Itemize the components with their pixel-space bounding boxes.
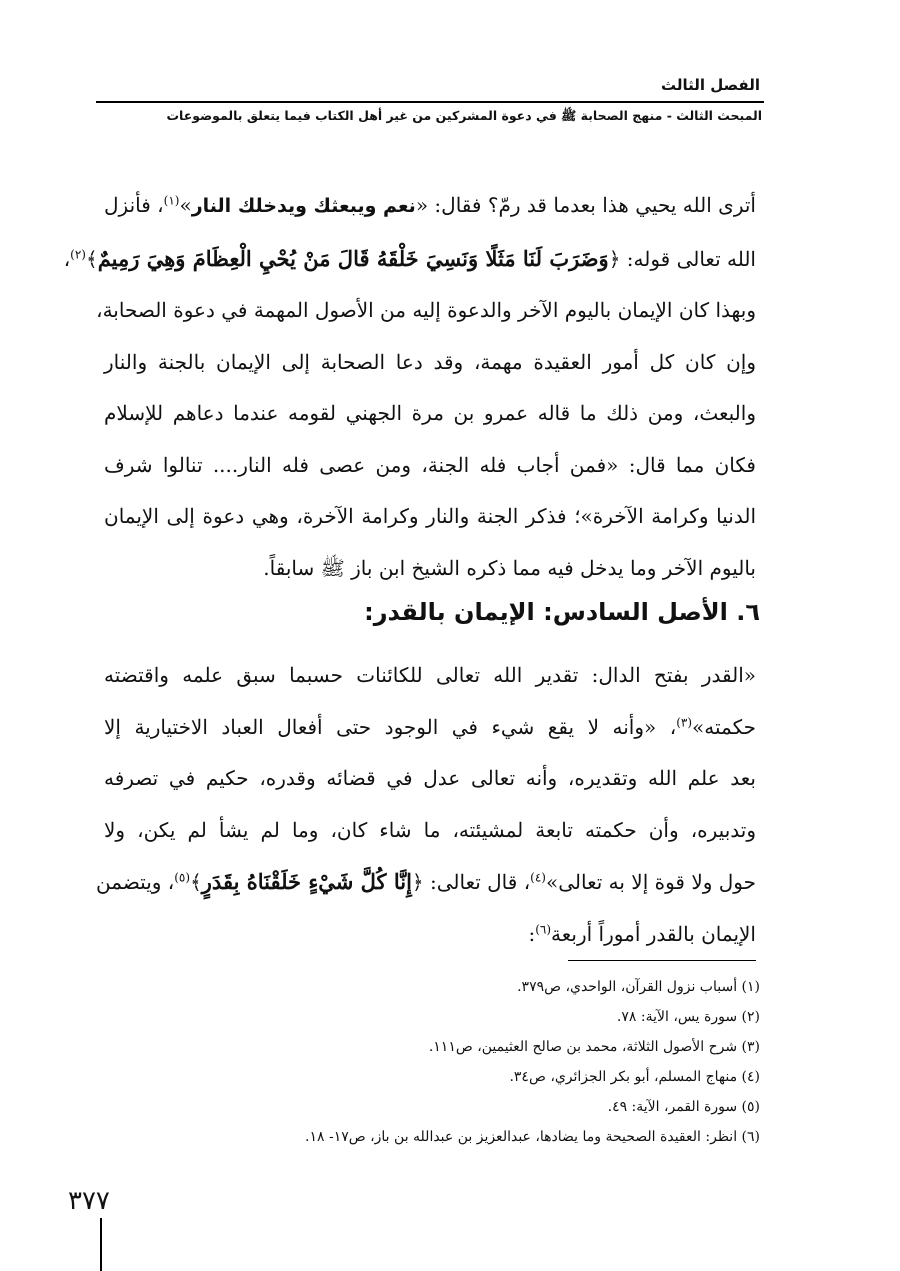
footnote-ref: (٦): [535, 921, 552, 936]
paragraph-line: وتدبيره، وأن حكمته تابعة لمشيئته، ما شاء كان، وما لم يشأ لم يكن، ولا: [104, 817, 756, 842]
paragraph-line: أترى الله يحيي هذا بعدما قد رمّ؟ فقال: «نعم ويبعثك ويدخلك النار»$^{(١)}$، فأنزل: [104, 193, 756, 217]
footnote-ref: (٣): [676, 714, 693, 729]
header-rule: [96, 101, 764, 103]
footnote-ref: (١): [163, 193, 180, 208]
footnote: (٣) شرح الأصول الثلاثة، محمد بن صالح العثيمين، ص١١١.: [428, 1039, 760, 1055]
page-number-bar: [100, 1218, 102, 1271]
footnote: (٥) سورة القمر، الآية: ٤٩.: [607, 1099, 760, 1115]
footnote: (٤) منهاج المسلم، أبو بكر الجزائري، ص٣٤.: [509, 1069, 760, 1085]
hadith-quote: نعم ويبعثك ويدخلك النار: [191, 195, 416, 217]
footnote: (٦) انظر: العقيدة الصحيحة وما يضادها، عبدالعزيز بن عبدالله بن باز، ص١٧- ١٨.: [305, 1129, 760, 1145]
footnote: (٢) سورة يس، الآية: ٧٨.: [616, 1009, 760, 1025]
page-number: ٣٧٧: [68, 1186, 110, 1216]
footnotes: [160, 972, 760, 1152]
paragraph-line: الدنيا وكرامة الآخرة»؛ فذكر الجنة والنار وكرامة الآخرة، وهي دعوة إلى الإيمان: [104, 504, 756, 528]
paragraph-line: بعد علم الله وتقديره، وأنه تعالى عدل في قضائه وقدره، حكيم في تصرفه: [104, 766, 756, 790]
footnote-ref: (٢): [70, 246, 86, 261]
footnote: (١) أسباب نزول القرآن، الواحدي، ص٣٧٩.: [517, 979, 760, 995]
footnote-ref: (٥): [174, 870, 191, 885]
chapter-title: الفصل الثالث: [660, 76, 760, 94]
footnote-ref: (٤): [530, 870, 546, 885]
paragraph-line: فكان مما قال: «فمن أجاب فله الجنة، ومن عصى فله النار.... تنالوا شرف: [104, 452, 756, 477]
paragraph-line: وبهذا كان الإيمان باليوم الآخر والدعوة إليه من الأصول المهمة في دعوة الصحابة،: [96, 298, 756, 322]
paragraph-line: الإيمان بالقدر أموراً أربعة$^{(٦)}$:: [528, 921, 756, 946]
quran-verse: وَضَرَبَ لَنَا مَثَلًا وَنَسِيَ خَلْقَهُ قَالَ مَنْ يُحْيِ الْعِظَامَ وَهِيَ رَمِيمٌ: [97, 245, 609, 271]
paragraph-afterlife: [63, 180, 756, 594]
paragraph-line: «القدر بفتح الدال: تقدير الله تعالى للكائنات حسبما سبق علمه واقتضته: [104, 663, 756, 687]
footnote-rule: [568, 960, 756, 961]
paragraph-line: حكمته»$^{(٣)}$، «وأنه لا يقع شيء في الوجود حتى أفعال العباد الاختيارية إلا: [104, 714, 756, 739]
section-heading: ٦. الأصل السادس: الإيمان بالقدر:: [364, 598, 760, 626]
paragraph-line: الله تعالى قوله: ﴿وَضَرَبَ لَنَا مَثَلًا وَنَسِيَ خَلْقَهُ قَالَ مَنْ يُحْيِ الْعِظَامَ وَهِيَ رَمِيمٌ﴾$^{(٢)}$،: [63, 245, 756, 271]
paragraph-line: والبعث، ومن ذلك ما قاله عمرو بن مرة الجهني لقومه عندما دعاهم للإسلام: [104, 401, 756, 425]
paragraph-qadar: [96, 650, 756, 960]
quran-verse: إِنَّا كُلَّ شَيْءٍ خَلَقْنَاهُ بِقَدَرٍ: [201, 869, 412, 894]
paragraph-line: حول ولا قوة إلا به تعالى»$^{(٤)}$، قال تعالى: ﴿إِنَّا كُلَّ شَيْءٍ خَلَقْنَاهُ بِقَدَرٍ﴾$^{(٥)}$، ويتضمن: [96, 869, 756, 894]
paragraph-line: باليوم الآخر وما يدخل فيه مما ذكره الشيخ ابن باز ﷺ سابقاً.: [263, 555, 756, 580]
section-title: المبحث الثالث - منهج الصحابة ﷺ في دعوة المشركين من غير أهل الكتاب فيما يتعلق بالموضوعات: [166, 108, 762, 123]
paragraph-line: وإن كان كل أمور العقيدة مهمة، وقد دعا الصحابة إلى الإيمان بالجنة والنار: [104, 349, 756, 374]
